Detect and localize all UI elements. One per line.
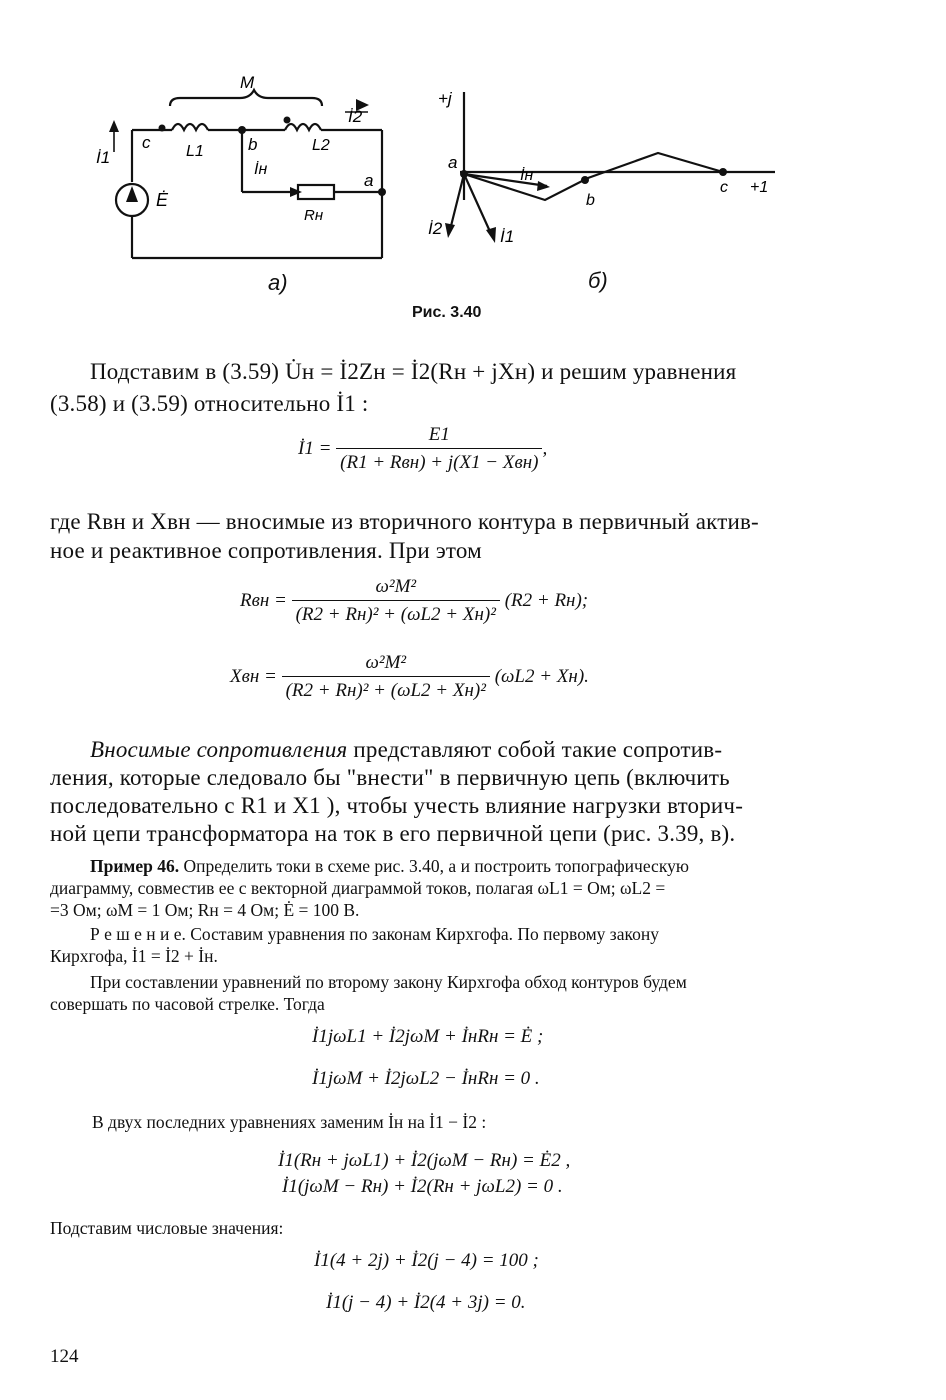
equation-rvn-numerator: ω²M² (375, 576, 417, 597)
figure-label-a: а) (268, 270, 288, 295)
solution-line-2: Кирхгофа, İ1 = İ2 + İн. (50, 946, 218, 966)
equation-i1-tail: , (542, 438, 548, 459)
equation-i1-denominator: (R1 + Rвн) + j(X1 − Xвн) (336, 448, 542, 474)
solution-line-1 (90, 924, 659, 945)
figure-caption: Рис. 3.40 (412, 304, 482, 321)
example-line-1 (90, 856, 689, 877)
page-number: 124 (50, 1346, 79, 1367)
equation-rvn-lhs: Rвн = (240, 590, 287, 611)
replace-equation-2: İ1(jωM − Rн) + İ2(Rн + jωL2) = 0 . (282, 1176, 563, 1197)
paragraph-2-line-1: где Rвн и Xвн — вносимые из вторичного контура в первичный актив- (50, 509, 759, 534)
label-I2-diag: İ2 (428, 219, 443, 238)
paragraph-3-line-1 (90, 736, 722, 764)
example-title: Пример 46. (90, 856, 180, 876)
label-I2: İ2 (348, 107, 363, 126)
example-line-3: =3 Ом; ωM = 1 Ом; Rн = 4 Ом; Ė = 100 В. (50, 900, 360, 920)
paragraph-2-line-2: ное и реактивное сопротивления. При этом (50, 538, 482, 563)
paragraph-3-line-4: ной цепи трансформатора на ток в его первичной цепи (рис. 3.39, в). (50, 821, 736, 846)
paragraph-3-line-2: ления, которые следовало бы "внести" в первичную цепь (включить (50, 765, 730, 790)
equation-xvn-denominator: (R2 + Rн)² + (ωL2 + Xн)² (282, 676, 490, 702)
label-In-diag: İн (520, 167, 534, 184)
label-a-diag: a (448, 153, 458, 172)
label-plus-1: +1 (750, 179, 769, 196)
label-plus-j: +j (438, 89, 452, 108)
label-L2: L2 (312, 137, 330, 154)
kvl-equation-2: İ1jωM + İ2jωL2 − İнRн = 0 . (312, 1068, 540, 1089)
kvl-text-line-2: совершать по часовой стрелке. Тогда (50, 994, 325, 1014)
equation-rvn-denominator: (R2 + Rн)² + (ωL2 + Xн)² (292, 600, 500, 626)
replace-text: В двух последних уравнениях заменим İн на İ1 − İ2 : (92, 1112, 487, 1132)
numeric-text: Подставим числовые значения: (50, 1218, 284, 1238)
equation-i1 (298, 424, 547, 474)
paragraph-1-line-1: Подставим в (3.59) U̇н = İ2Zн = İ2(Rн + jXн) и решим уравнения (90, 359, 737, 384)
example-line-1-rest: Определить токи в схеме рис. 3.40, а и построить топографическую (179, 856, 689, 876)
label-I1: İ1 (96, 148, 111, 167)
equation-xvn-tail: (ωL2 + Xн). (494, 666, 589, 687)
figure-label-b: б) (588, 268, 608, 293)
example-line-2: диаграмму, совместив ее с векторной диаграммой токов, полагая ωL1 = Ом; ωL2 = (50, 878, 666, 898)
label-L1: L1 (186, 143, 204, 160)
kvl-text-line-1: При составлении уравнений по второму закону Кирхгофа обход контуров будем (90, 972, 687, 992)
vector-diagram (420, 80, 790, 265)
equation-rvn-tail: (R2 + Rн); (504, 590, 589, 611)
label-Rn: Rн (304, 207, 324, 224)
equation-xvn-numerator: ω²M² (365, 652, 407, 673)
equation-xvn-lhs: Xвн = (230, 666, 277, 687)
label-In: İн (254, 161, 268, 178)
label-M: M (240, 73, 255, 92)
label-b: b (248, 135, 258, 154)
label-E: Ė (156, 190, 169, 210)
equation-rvn (240, 576, 588, 626)
circuit-diagram (90, 70, 410, 275)
kvl-equation-1: İ1jωL1 + İ2jωM + İнRн = Ė ; (312, 1026, 544, 1047)
numeric-equation-2: İ1(j − 4) + İ2(4 + 3j) = 0. (326, 1292, 526, 1313)
numeric-equation-1: İ1(4 + 2j) + İ2(j − 4) = 100 ; (314, 1250, 539, 1271)
solution-line-1-rest: . Составим уравнения по законам Кирхгофа. По первому закону (181, 924, 659, 944)
equation-xvn (230, 652, 589, 702)
label-I1-diag: İ1 (500, 227, 515, 246)
label-a: a (364, 171, 374, 190)
paragraph-3-line-1-rest: представляют собой такие сопротив- (347, 737, 723, 762)
replace-equation-1: İ1(Rн + jωL1) + İ2(jωM − Rн) = Ė2 , (278, 1150, 571, 1171)
label-b-diag: b (586, 192, 595, 209)
solution-word: Р е ш е н и е (90, 924, 182, 944)
equation-i1-numerator: E1 (428, 424, 450, 445)
paragraph-3-line-3: последовательно с R1 и X1 ), чтобы учесть влияние нагрузки вторич- (50, 793, 744, 818)
label-c: c (142, 133, 151, 152)
label-c-diag: c (720, 179, 728, 196)
term-vnosimye: Вносимые сопротивления (90, 737, 348, 762)
equation-i1-lhs: İ1 = (298, 438, 332, 459)
paragraph-1-line-2: (3.58) и (3.59) относительно İ1 : (50, 391, 369, 416)
